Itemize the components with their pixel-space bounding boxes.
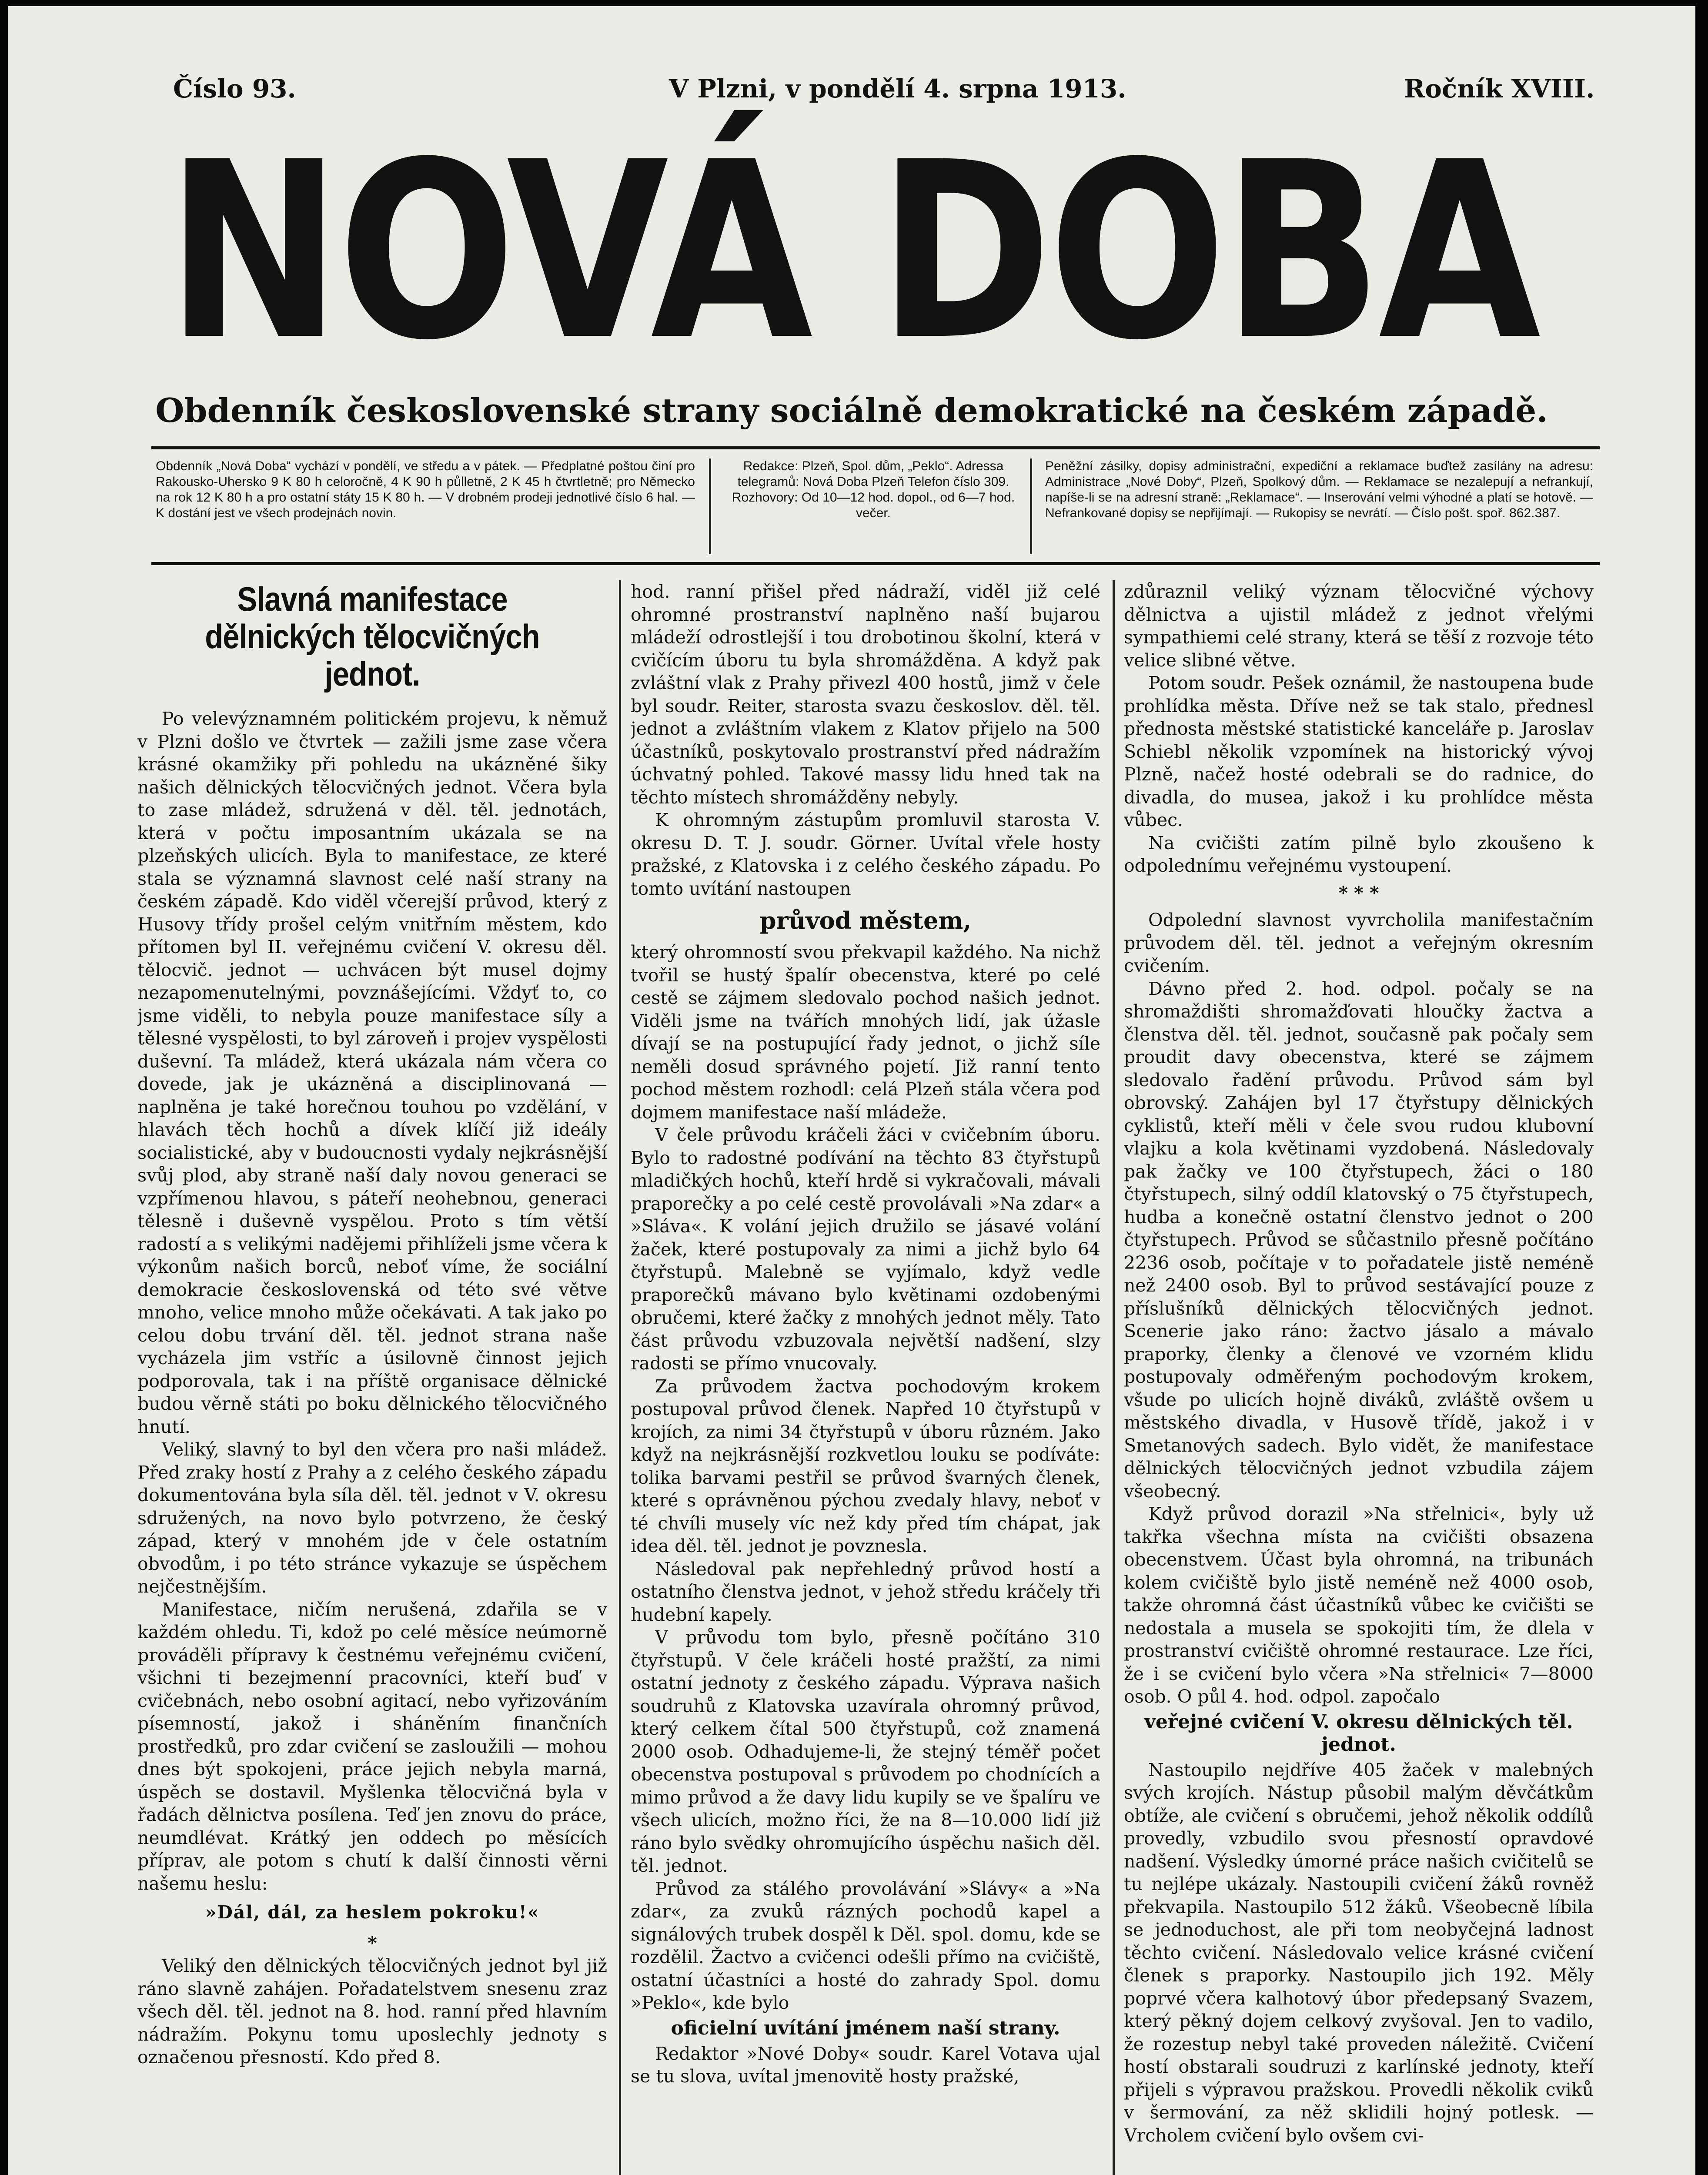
paragraph: Veliký, slavný to byl den včera pro naši mládež. Před zraky hostí z Prahy a z celého českého západu dokumentována byla síla děl. těl. jednot v V. okresu sdružených, na novo bylo potvrzeno, že český západ, který v mnohém jde v čele ostatním obvodům, i po této stránce vykazuje se úspěchem nejčestnějším. [137, 1439, 607, 1597]
payments-info: Peněžní zásilky, dopisy administrační, expediční a reklamace buďtež zasílány na adresu: Administrace „Nové Doby“, Plzeň, Spolkový dům. — Reklamace se nezalepují a nefrankují, napíše-li se na adresní straně: „Reklamace“. — Inserování velmi výhodné a platí se hotově. — Nefrankované dopisy se nepřijímají. — Rukopisy se nevrátí. — Číslo pošt. spoř. 862.387. [1045, 459, 1593, 520]
header-rule-top [151, 446, 1600, 449]
section-stars: * * * [1338, 882, 1379, 903]
paragraph: hod. ranní přišel před nádraží, viděl již celé ohromné prostranství naplněno naší bujarou mládeží odrostlejší i tou drobotinou školní, která v cvičícím úboru tu byla shromážděna. A když pak zvláštní vlak z Prahy přivezl 400 hostů, jimž v čele byl soudr. Reiter, starosta svazu českoslov. děl. těl. jednot a zvláštním vlakem z Klatov přijelo na 500 účastníků, poskytovalo prostranství před nádražím úchvatný pohled. Takové massy lidu hned tak na těchto místech shromážděny nebyly. [631, 581, 1100, 808]
editorial-info: Redakce: Plzeň, Spol. dům, „Peklo“. Adressa telegramů: Nová Doba Plzeň Telefon číslo 309. Rozhovory: Od 10—12 hod. dopol., od 6—7 hod. večer. [732, 459, 1015, 520]
paragraph: Za průvodem žactva pochodovým krokem postupoval průvod členek. Napřed 10 čtyřstupů v krojích, za nimi 34 čtyřstupů v úboru různém. Jako když na nejkrásnější rozkvetlou louku se podíváte: tolika barvami pestřil se průvod švarných členek, které s oprávněnou pýchou zvedaly hlavy, neboť v té chvíli musely víc než kdy před tím chápat, jak idea děl. těl. jednot je povznesla. [631, 1375, 1100, 1556]
paragraph: který ohromností svou překvapil každého. Na nichž tvořil se hustý špalír obecenstva, které po celé cestě se zájmem sledovalo pochod našich jednot. Viděli jsme na tvářích mnohých lidí, jak úžasle dívají se na postupující řady jednot, o jichž síle neměli dosud správného pojetí. Již ranní tento pochod městem rozhodl: celá Plzeň stála včera pod dojmem manifestace naší mládeže. [631, 942, 1100, 1123]
paragraph: Veliký den dělnických tělocvičných jednot byl již ráno slavně zahájen. Pořadatelstvem snesenu zraz všech děl. těl. jednot na 8. hod. ranní před hlavním nádražím. Pokynu tomu uposlechly jednoty s označenou přesností. Kdo před 8. [137, 1955, 607, 2068]
paragraph: Manifestace, ničím nerušená, zdařila se v každém ohledu. Ti, kdož po celé měsíce neúmorně prováděli přípravy k čestnému veřejnému cvičení, všichni ti bezejmenní pracovníci, kteří buď v cvičebnách, nebo osobní agitací, nebo vyřizováním písemností, jakož i sháněním finančních prostředků, pro zdar cvičení se zasloužili — mohou dnes být spokojeni, práce jejich nebyla marná, úspěch se dostavil. Myšlenka tělocvičná byla v řadách dělnictva posílena. Teď jen znovu do práce, neumdlévat. Krátký jen oddech po měsících příprav, ale potom s chutí k další činnosti věrni našemu heslu: [137, 1599, 607, 1894]
column-divider-1 [619, 580, 621, 2175]
paragraph: Na cvičišti zatím pilně bylo zkoušeno k odpolednímu veřejnému vystoupení. [1124, 832, 1594, 876]
subheading-uvitani: oficielní uvítání jménem naší strany. [671, 2017, 1060, 2039]
motto: »Dál, dál, za heslem pokroku!« [205, 1902, 540, 1923]
paragraph: Dávno před 2. hod. odpol. počaly se na shromaždišti shromažďovati hloučky žactva a členstva děl. těl. jednot, současně pak počaly sem proudit davy obecenstva, které se zájmem sledovalo řadění průvodu. Průvod sám byl obrovský. Zahájen byl 17 čtyřstupy dělnických cyklistů, kteří měli v čele svou rudou klubovní vlajku a kola květinami vyzdobená. Následovaly pak žačky ve 100 čtyřstupech, žáci o 180 čtyřstupech, silný oddíl klatovský o 75 čtyřstupech, hudba a konečně ostatní členstvo jednot o 200 čtyřstupech. Průvod se sůčastnilo přesně počítáno 2236 osob, počítaje v to pořadatele jistě neméně než 2400 osob. Byl to průvod sestávající pouze z příslušníků dělnických tělocvičných jednot. Scenerie jako ráno: žactvo jásalo a mávalo praporky, členky a členové ve vzorném klidu postupovaly odměřeným pochodovým krokem, všude po ulicích hojně diváků, zvláště ovšem u městského divadla, v Husově třídě, jakož i v Smetanových sadech. Bylo vidět, že manifestace dělnických tělocvičných jednot vzbudila zájem všeobecný. [1124, 978, 1594, 1502]
masthead-subtitle: Obdenník československé strany sociálně demokratické na českém západě. [155, 391, 1548, 430]
column-3 [1124, 580, 1594, 2175]
paragraph: Když průvod dorazil »Na střelnici«, byly už takřka všechna místa na cvičišti obsazena obecenstvem. Účast byla ohromná, na tribunách kolem cvičiště bylo jistě neméně než 4000 osob, takže ohromná část účastníků vůbec ke cvičišti se nedostala a musela se spokojiti tím, že dlela v prostranství cvičiště ohromné restaurace. Lze říci, že i se cvičení bylo včera »Na střelnici« 7—8000 osob. O půl 4. hod. odpol. započalo [1124, 1503, 1594, 1707]
paragraph: Průvod za stálého provolávání »Slávy« a »Na zdar«, za zvuků rázných pochodů kapel a signálových trubek dospěl k Děl. spol. domu, kde se rozdělil. Žactvo a cvičenci odešli přímo na cvičiště, ostatní účastníci a hosté do zahrady Spol. domu »Peklo«, kde bylo [631, 1878, 1100, 2013]
article-headline: Slavná manifestace dělnických tělocvičných jednot. [205, 580, 540, 693]
column-1 [137, 580, 607, 2175]
paragraph: Potom soudr. Pešek oznámil, že nastoupena bude prohlídka města. Dříve než se tak stalo, přednesl přednosta městské statistické kanceláře p. Jaroslav Schiebl několik vzpomínek na historický vývoj Plzně, načež hosté odebrali se do radnice, do divadla, do musea, jakož i ku prohlídce města vůbec. [1124, 673, 1594, 830]
masthead-title: NOVÁ DOBA [166, 110, 1537, 394]
section-star: * [368, 1932, 377, 1954]
paragraph: zdůraznil veliký význam tělocvičné výchovy dělnictva a ujistil mládež z jednot vřelými sympathiemi celé strany, která se těší z rozvoje této velice slibné větve. [1124, 581, 1594, 671]
subscription-info: Obdenník „Nová Doba“ vychází v pondělí, ve středu a v pátek. — Předplatné poštou činí pro Rakousko-Uhersko 9 K 80 h celoročně, 4 K 90 h půlletně, 2 K 45 h čtvrtletně; pro Německo na rok 12 K 80 h a pro ostatní státy 15 K 80 h. — V drobném prodeji jednotlivé číslo 6 hal. — K dostání jest ve všech prodejnách novin. [156, 459, 695, 520]
place-date: V Plzni, v pondělí 4. srpna 1913. [669, 74, 1126, 104]
paragraph: Odpolední slavnost vyvrcholila manifestačním průvodem děl. těl. jednot a veřejným okresním cvičením. [1124, 910, 1594, 976]
subheading-pruvod: průvod městem, [759, 907, 972, 934]
issue-number: Číslo 93. [173, 74, 296, 104]
volume-number: Ročník XVIII. [1404, 74, 1595, 104]
column-divider-2 [1113, 580, 1115, 2175]
info-divider-2 [1030, 458, 1032, 554]
paragraph: K ohromným zástupům promluvil starosta V. okresu D. T. J. soudr. Görner. Uvítal vřele hosty pražské, z Klatovska i z celého českého západu. Po tomto uvítání nastoupen [631, 810, 1100, 899]
paragraph: Následoval pak nepřehledný průvod hostí a ostatního členstva jednot, v jehož středu kráčely tři hudební kapely. [631, 1558, 1100, 1625]
newspaper-page [8, 6, 1695, 2175]
paragraph: Nastoupilo nejdříve 405 žaček v malebných svých krojích. Nástup působil malým děvčátkům obtíže, ale cvičení s obručemi, jehož několik oddílů provedly, vzbudilo svou přesností opravdové nadšení. Výsledky úmorné práce našich cvičitelů se tu nejlépe ukázaly. Nastoupili cvičení žáků rovněž překvapila. Nastoupilo 512 žáků. Všeobecně líbila se jednoduchost, ale při tom neobyčejná ladnost těchto cvičení. Následovalo velice krásné cvičení členek s praporky. Nastoupilo jich 192. Měly poprvé včera kalhotový úbor předepsaný Svazem, který pěkný dojem celkový zvyšoval. Jen to vadilo, že rozestup nebyl také proveden náležitě. Cvičení hostí obstarali soudruzi z karlínské jednoty, kteří přijeli s výpravou pražskou. Provedli několik cviků v šermování, za něž sklidili hojný potlesk. — Vrcholem cvičení bylo ovšem cvi- [1124, 1759, 1594, 2146]
paragraph: V čele průvodu kráčeli žáci v cvičebním úboru. Bylo to radostné podívání na těchto 83 čtyřstupů mladičkých hochů, kteří hrdě si vykračovali, mávali praporečky a po celé cestě provolávali »Na zdar« a »Sláva«. K volání jejich družilo se jásavé volání žaček, které postupovaly za nimi a jichž bylo 64 čtyřstupů. Malebně se vyjímalo, když vedle praporečků mávano bylo květinami ozdobenými obručemi, které žačky z mnohých jednot měly. Tato část průvodu vzbuzovala největší nadšení, slzy radosti se přímo vnucovaly. [631, 1124, 1100, 1374]
info-divider-1 [709, 458, 711, 554]
subheading-cviceni: veřejné cvičení V. okresu dělnických těl. jednot. [1144, 1710, 1573, 1756]
paragraph: V průvodu tom bylo, přesně počítáno 310 čtyřstupů. V čele kráčeli hosté pražští, za nimi ostatní jednoty z českého západu. Výprava našich soudruhů z Klatovska uzavírala ohromný průvod, který celkem čítal 500 čtyřstupů, což znamená 2000 osob. Odhadujeme-li, že stejný téměř počet obecenstva postupoval s průvodem po chodnících a mimo průvod a že davy lidu kupily se ve špalíru ve všech ulicích, možno říci, že na 8—10.000 lidí již ráno bylo svědky ohromujícího úspěchu našich děl. těl. jednot. [631, 1627, 1100, 1876]
header-rule-bottom [151, 562, 1600, 565]
paragraph: Po velevýznamném politickém projevu, k němuž v Plzni došlo ve čtvrtek — zažili jsme zase včera krásné okamžiky při pohledu na ukázněné šiky našich dělnických tělocvičných jednot. Včera byla to zase mládež, sdružená v děl. těl. jednotách, která v počtu imposantním ukázala se na plzeňských ulicích. Byla to manifestace, ze které stala se významná slavnost celé naší strany na českém západě. Kdo viděl včerejší průvod, který z Husovy třídy prošel celým vnitřním městem, kdo přítomen byl II. veřejnému cvičení V. okresu děl. tělocvič. jednot — uchvácen být musel dojmy nezapomenutelnými, povznášejícími. Vždyť to, co jsme viděli, to nebyla pouze manifestace síly a tělesné vyspělosti, to byl zároveň i projev vyspělosti duševní. Ta mládež, která ukázala nám včera co dovede, jak je ukázněná a disciplinovaná — naplněna je také horečnou touhou po vzdělání, v hlavách těch hochů a dívek klíčí již ideály socialistické, aby v budoucnosti vydaly nejkrásnější svůj plod, aby straně naší daly novou generaci se vzpřímenou hlavou, s páteří neohebnou, generaci tělesně i duševně vyspělou. Proto s tím větší radostí a s velikými nadějemi přihlíželi jsme včera k výkonům našich borců, neboť víme, že sociální demokracie československá od této své větve mnoho, velice mnoho může očekávati. A tak jako po celou dobu trvání děl. těl. jednot strana naše vycházela jim vstříc a úsilovně činnost jejich podporovala, tak i na příště organisace dělnické budou věrně státi po boku dělnického tělocvičného hnutí. [137, 708, 607, 1437]
paragraph: Redaktor »Nové Doby« soudr. Karel Votava ujal se tu slova, uvítal jmenovitě hosty pražské, [631, 2043, 1100, 2087]
column-2 [631, 580, 1100, 2175]
